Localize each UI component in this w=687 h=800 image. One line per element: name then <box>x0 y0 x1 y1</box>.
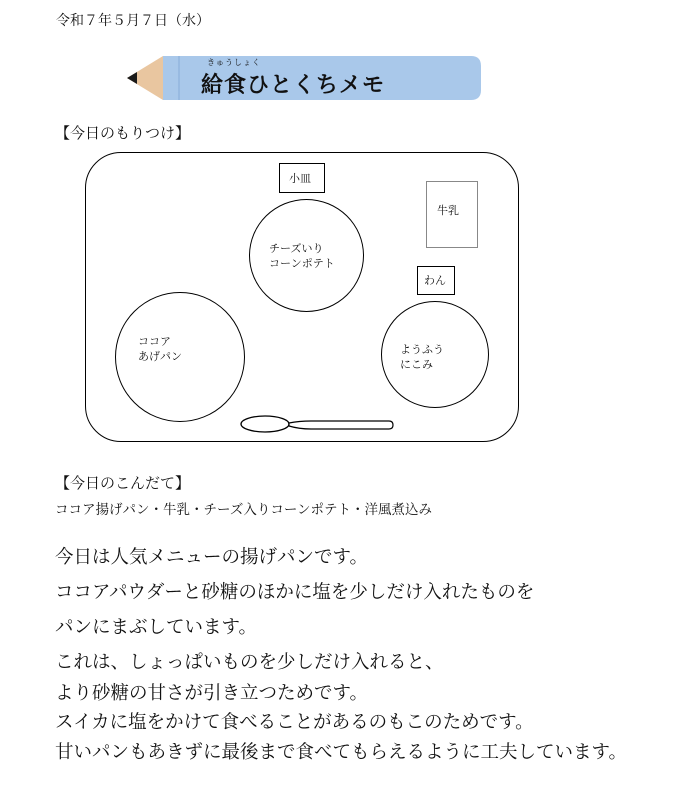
memo-line-7: 甘いパンもあきずに最後まで食べてもらえるように工夫しています。 <box>55 742 628 763</box>
main-plate-food-line2: あげパン <box>138 350 182 363</box>
memo-line-6: スイカに塩をかけて食べることがあるのもこのためです。 <box>55 712 534 733</box>
milk-label: 牛乳 <box>437 204 459 217</box>
memo-line-5: より砂糖の甘さが引き立つためです。 <box>55 683 369 704</box>
main-plate <box>115 292 245 422</box>
menu-heading: 【今日のこんだて】 <box>55 474 191 492</box>
bowl-label-box <box>417 266 455 295</box>
memo-line-1: 今日は人気メニューの揚げパンです。 <box>55 547 369 568</box>
small-plate-food-line2: コーンポテト <box>269 257 335 270</box>
main-plate-food-line1: ココア <box>138 335 171 348</box>
small-plate-label: 小皿 <box>289 172 311 185</box>
plating-heading: 【今日のもりつけ】 <box>55 124 191 142</box>
bowl-food-line2: にこみ <box>400 358 433 371</box>
memo-line-2: ココアパウダーと砂糖のほかに塩を少しだけ入れたものを <box>55 582 535 603</box>
menu-items: ココア揚げパン・牛乳・チーズ入りコーンポテト・洋風煮込み <box>55 502 433 518</box>
small-plate-label-box <box>279 163 325 193</box>
date-text: 令和７年５月７日（水） <box>56 13 210 29</box>
small-plate <box>249 199 364 312</box>
bowl-food-line1: ようふう <box>400 343 444 356</box>
milk <box>426 181 478 248</box>
memo-line-4: これは、しょっぱいものを少しだけ入れると、 <box>55 652 444 673</box>
memo-line-3: パンにまぶしています。 <box>55 617 258 638</box>
bowl-label: わん <box>424 274 446 287</box>
bowl <box>381 301 489 408</box>
spoon-icon <box>239 411 395 437</box>
banner-title: 給食ひとくちメモ <box>201 73 386 98</box>
banner-ruby: きゅうしょく <box>207 58 261 67</box>
small-plate-food-line1: チーズいり <box>269 242 324 255</box>
